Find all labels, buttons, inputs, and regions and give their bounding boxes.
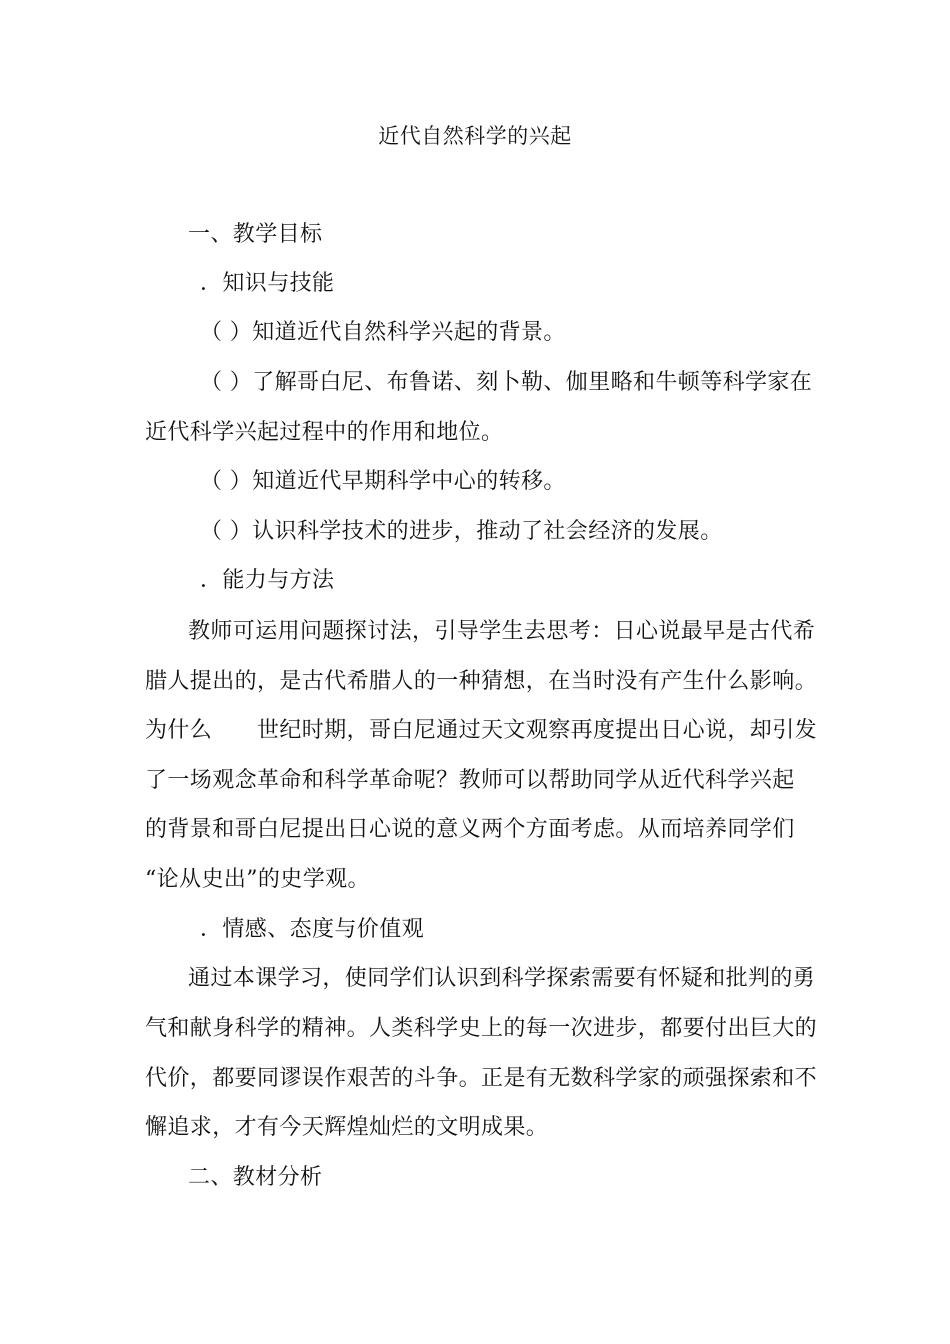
- section-heading-objectives: 一、教学目标: [188, 222, 323, 247]
- subheading-knowledge-skills: ．知识与技能: [200, 271, 335, 296]
- paragraph-line: 腊人提出的，是古代希腊人的一种猜想，在当时没有产生什么影响。: [145, 669, 818, 694]
- subheading-emotion-values: ．情感、态度与价值观: [200, 917, 425, 942]
- objective-item-3: （ ）知道近代早期科学中心的转移。: [200, 469, 566, 494]
- section-heading-textbook-analysis: 二、教材分析: [188, 1165, 323, 1190]
- objective-item-1: （ ）知道近代自然科学兴起的背景。: [200, 320, 566, 345]
- paragraph-line: 气和献身科学的精神。人类科学史上的每一次进步，都要付出巨大的: [145, 1016, 818, 1041]
- objective-item-2: （ ）了解哥白尼、布鲁诺、刻卜勒、伽里略和牛顿等科学家在: [200, 370, 813, 395]
- paragraph-line: 代价，都要同谬误作艰苦的斗争。正是有无数科学家的顽强探索和不: [145, 1066, 818, 1091]
- paragraph-line: 了一场观念革命和科学革命呢？教师可以帮助同学从近代科学兴起: [145, 768, 795, 793]
- document-title: 近代自然科学的兴起: [378, 124, 572, 148]
- objective-item-4: （ ）认识科学技术的进步，推动了社会经济的发展。: [200, 519, 723, 544]
- paragraph-line: 的背景和哥白尼提出日心说的意义两个方面考虑。从而培养同学们: [145, 817, 795, 842]
- paragraph-line: 为什么 世纪时期，哥白尼通过天文观察再度提出日心说，却引发: [145, 718, 818, 743]
- paragraph-line: 懈追求，才有今天辉煌灿烂的文明成果。: [145, 1115, 549, 1140]
- subheading-ability-method: ．能力与方法: [200, 568, 335, 593]
- objective-item-2-continued: 近代科学兴起过程中的作用和地位。: [145, 420, 504, 445]
- paragraph-line: 教师可运用问题探讨法，引导学生去思考：日心说最早是古代希: [188, 619, 816, 644]
- paragraph-line: “论从史出”的史学观。: [145, 867, 370, 892]
- paragraph-line: 通过本课学习，使同学们认识到科学探索需要有怀疑和批判的勇: [188, 966, 816, 991]
